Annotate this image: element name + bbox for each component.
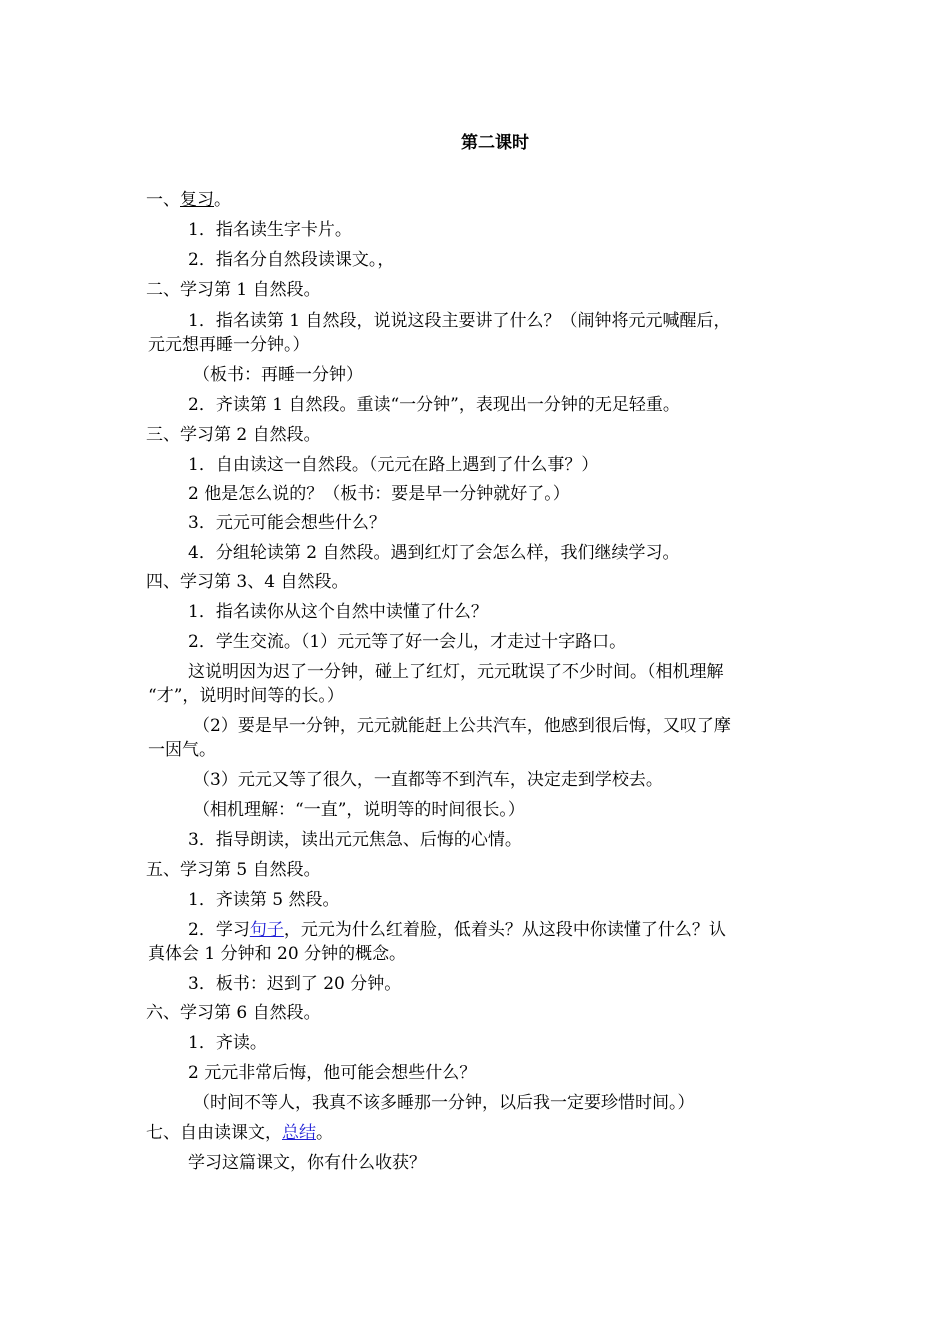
paragraph-line: 1．自由读这一自然段。（元元在路上遇到了什么事？） (188, 455, 599, 475)
sentence-link[interactable]: 句子 (249, 920, 284, 940)
section-3-heading: 三、学习第 2 自然段。 (146, 425, 321, 445)
section-5-heading: 五、学习第 5 自然段。 (146, 860, 321, 880)
paragraph-line (188, 918, 726, 942)
paragraph-line: 学习这篇课文，你有什么收获？ (188, 1153, 426, 1173)
section-7-suffix: 。 (316, 1123, 333, 1143)
section-1-heading (146, 188, 231, 212)
paragraph-line: 1．指名读生字卡片。 (188, 220, 352, 240)
paragraph-line: 1．指名读你从这个自然中读懂了什么？ (188, 602, 488, 622)
paragraph-line: 2．学生交流。（1）元元等了好一会儿，才走过十字路口。 (188, 632, 627, 652)
paragraph-line: 1．指名读第 1 自然段，说说这段主要讲了什么？（闹钟将元元喊醒后， (188, 311, 731, 331)
paragraph-line: （时间不等人，我真不该多睡那一分钟，以后我一定要珍惜时间。） (193, 1093, 695, 1113)
paragraph-line: 真体会 1 分钟和 20 分钟的概念。 (148, 944, 407, 964)
section-6-heading: 六、学习第 6 自然段。 (146, 1003, 321, 1023)
section-1-suffix: 。 (214, 190, 231, 210)
line-prefix: 2．学习 (188, 920, 250, 940)
section-7-heading (146, 1121, 333, 1145)
paragraph-line: “才”，说明时间等的长。） (148, 686, 344, 706)
paragraph-line: （3）元元又等了很久，一直都等不到汽车，决定走到学校去。 (193, 770, 663, 790)
paragraph-line: 这说明因为迟了一分钟，碰上了红灯，元元耽误了不少时间。（相机理解 (188, 662, 724, 682)
paragraph-line: 3．板书：迟到了 20 分钟。 (188, 974, 402, 994)
summary-link[interactable]: 总结 (282, 1123, 316, 1143)
line-suffix: ，元元为什么红着脸，低着头？从这段中你读懂了什么？认 (283, 920, 726, 940)
paragraph-line: 2．指名分自然段读课文。， (188, 250, 395, 270)
paragraph-line: 一因气。 (148, 740, 216, 760)
paragraph-line: 1．齐读第 5 然段。 (188, 890, 340, 910)
paragraph-line: 2．齐读第 1 自然段。重读“一分钟”，表现出一分钟的无足轻重。 (188, 395, 680, 415)
paragraph-line: 2 他是怎么说的？（板书：要是早一分钟就好了。） (188, 484, 570, 504)
section-7-prefix: 七、自由读课文， (146, 1123, 282, 1143)
paragraph-line: （相机理解：“一直”，说明等的时间很长。） (193, 800, 525, 820)
review-link[interactable]: 复习 (180, 190, 214, 210)
paragraph-line: （2）要是早一分钟，元元就能赶上公共汽车，他感到很后悔，又叹了摩 (193, 716, 731, 736)
section-4-heading: 四、学习第 3、4 自然段。 (146, 572, 349, 592)
page-title: 第二课时 (461, 133, 529, 153)
paragraph-line: 3．元元可能会想些什么？ (188, 513, 386, 533)
paragraph-line: 3．指导朗读，读出元元焦急、后悔的心情。 (188, 830, 522, 850)
paragraph-line: 元元想再睡一分钟。） (148, 335, 310, 355)
paragraph-line: 1．齐读。 (188, 1033, 267, 1053)
paragraph-line: （板书：再睡一分钟） (193, 365, 363, 385)
section-2-heading: 二、学习第 1 自然段。 (146, 280, 321, 300)
section-1-prefix: 一、 (146, 190, 180, 210)
paragraph-line: 2 元元非常后悔，他可能会想些什么？ (188, 1063, 477, 1083)
paragraph-line: 4．分组轮读第 2 自然段。遇到红灯了会怎么样，我们继续学习。 (188, 543, 680, 563)
